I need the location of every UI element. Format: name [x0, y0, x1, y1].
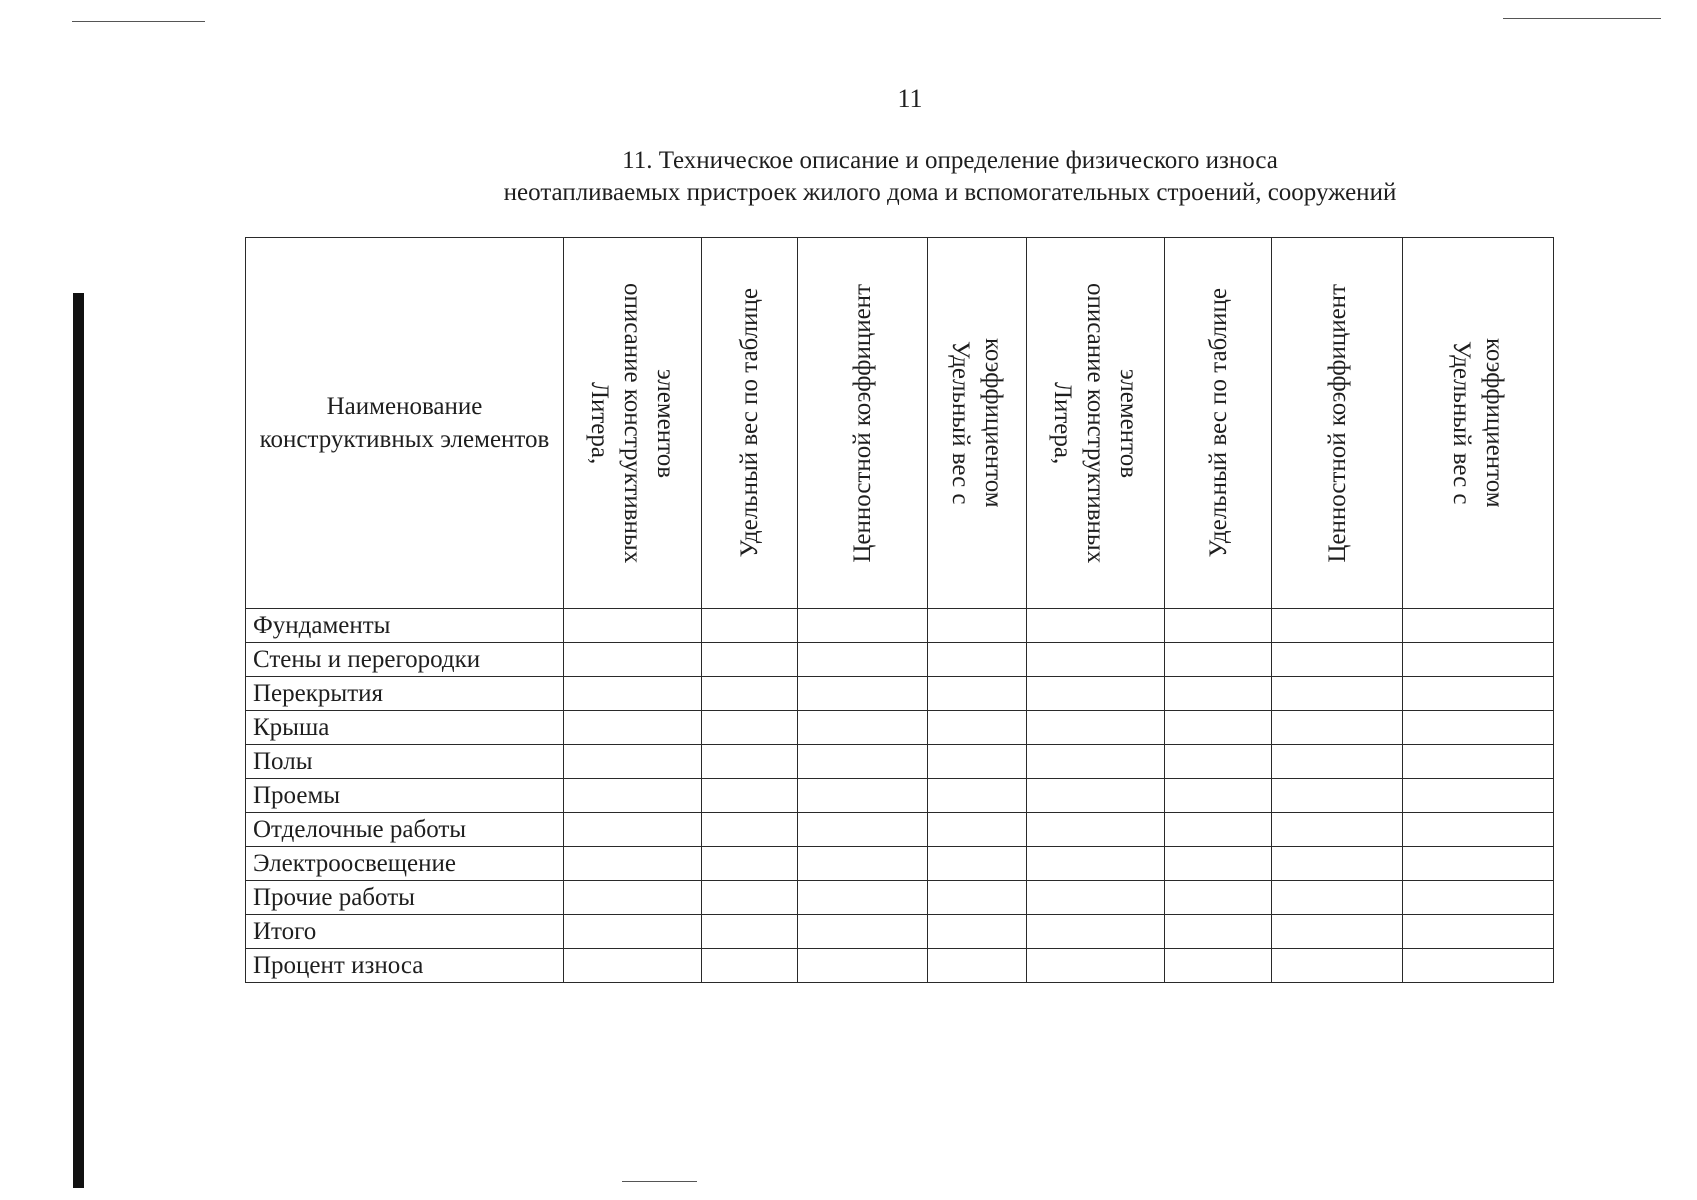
table-cell-empty	[928, 847, 1027, 881]
name-column-header: Наименование конструктивных элементов	[246, 238, 564, 609]
table-row	[246, 949, 1554, 983]
table-cell-empty	[702, 813, 798, 847]
table-cell-empty	[702, 949, 798, 983]
table-cell-empty	[1272, 609, 1403, 643]
table-cell-empty	[1403, 949, 1554, 983]
weight-table-header-2	[1165, 238, 1272, 609]
table-cell-empty	[928, 609, 1027, 643]
table-cell-empty	[798, 779, 928, 813]
row-label: Перекрытия	[246, 677, 564, 711]
table-cell-empty	[1272, 677, 1403, 711]
table-cell-empty	[564, 779, 702, 813]
table-cell-empty	[1165, 881, 1272, 915]
table-cell-empty	[798, 643, 928, 677]
table-cell-empty	[702, 745, 798, 779]
row-label: Итого	[246, 915, 564, 949]
table-cell-empty	[564, 915, 702, 949]
table-row	[246, 609, 1554, 643]
table-cell-empty	[702, 609, 798, 643]
table-cell-empty	[1403, 609, 1554, 643]
table-cell-empty	[1165, 779, 1272, 813]
row-label: Проемы	[246, 779, 564, 813]
weight-coef-header-2	[1403, 238, 1554, 609]
scan-edge-line-top-right	[1503, 18, 1661, 19]
table-cell-empty	[798, 609, 928, 643]
table-cell-empty	[564, 643, 702, 677]
table-cell-empty	[564, 677, 702, 711]
row-label: Крыша	[246, 711, 564, 745]
table-cell-empty	[1165, 949, 1272, 983]
table-cell-empty	[1165, 677, 1272, 711]
table-cell-empty	[1165, 847, 1272, 881]
row-label: Процент износа	[246, 949, 564, 983]
table-cell-empty	[1272, 813, 1403, 847]
table-row	[246, 847, 1554, 881]
litera-header-1-line-2: описание конструктивных	[619, 282, 646, 564]
table-cell-empty	[702, 881, 798, 915]
table-cell-empty	[1027, 643, 1165, 677]
table-cell-empty	[702, 643, 798, 677]
weight-table-header-2-text: Удельный вес по таблице	[1204, 288, 1232, 558]
table-cell-empty	[1165, 915, 1272, 949]
weight-coef-header-1-line-1: Удельный вес с	[947, 341, 974, 505]
value-coef-header-2	[1272, 238, 1403, 609]
table-cell-empty	[1027, 609, 1165, 643]
table-cell-empty	[564, 847, 702, 881]
table-cell-empty	[564, 813, 702, 847]
table-cell-empty	[1165, 643, 1272, 677]
table-cell-empty	[1027, 779, 1165, 813]
table-cell-empty	[798, 711, 928, 745]
table-cell-empty	[928, 949, 1027, 983]
litera-header-1-line-3: элементов	[652, 368, 679, 478]
page-number: 11	[897, 84, 923, 113]
weight-coef-header-1	[928, 238, 1027, 609]
table-cell-empty	[1027, 813, 1165, 847]
table-cell-empty	[928, 881, 1027, 915]
value-coef-header-1	[798, 238, 928, 609]
table-cell-empty	[928, 711, 1027, 745]
table-cell-empty	[1165, 745, 1272, 779]
litera-header-2-line-3: элементов	[1115, 368, 1142, 478]
table-cell-empty	[702, 677, 798, 711]
scan-edge-line-top-left	[72, 21, 205, 22]
litera-header-2-line-2: описание конструктивных	[1082, 282, 1109, 564]
litera-header-1-line-1: Литера,	[586, 381, 613, 465]
table-cell-empty	[1027, 881, 1165, 915]
heading-line-1: 11. Техническое описание и определение физического износа	[622, 147, 1278, 174]
weight-table-header-1-text: Удельный вес по таблице	[736, 288, 763, 558]
page-heading	[400, 145, 1500, 209]
table-cell-empty	[1272, 915, 1403, 949]
table-cell-empty	[1403, 711, 1554, 745]
table-cell-empty	[1272, 711, 1403, 745]
table-row	[246, 779, 1554, 813]
table-cell-empty	[1403, 813, 1554, 847]
table-cell-empty	[928, 813, 1027, 847]
row-label: Фундаменты	[246, 609, 564, 643]
litera-header-1	[564, 238, 702, 609]
weight-table-header-1	[702, 238, 798, 609]
table-cell-empty	[1165, 711, 1272, 745]
row-label: Стены и перегородки	[246, 643, 564, 677]
table-cell-empty	[928, 677, 1027, 711]
table-cell-empty	[798, 677, 928, 711]
table-cell-empty	[1272, 847, 1403, 881]
table-row	[246, 711, 1554, 745]
table-cell-empty	[1403, 677, 1554, 711]
header-row	[246, 238, 1554, 609]
weight-coef-header-2-line-1: Удельный вес с	[1448, 341, 1475, 505]
row-label: Прочие работы	[246, 881, 564, 915]
table-cell-empty	[702, 779, 798, 813]
table-cell-empty	[798, 813, 928, 847]
table-cell-empty	[564, 949, 702, 983]
table-cell-empty	[1027, 745, 1165, 779]
table-cell-empty	[1027, 711, 1165, 745]
table-cell-empty	[928, 915, 1027, 949]
table-cell-empty	[1272, 881, 1403, 915]
table-cell-empty	[1272, 779, 1403, 813]
table-cell-empty	[1403, 745, 1554, 779]
table-cell-empty	[798, 949, 928, 983]
table-cell-empty	[1403, 643, 1554, 677]
table-cell-empty	[928, 779, 1027, 813]
table-cell-empty	[1403, 847, 1554, 881]
table-cell-empty	[928, 745, 1027, 779]
row-label: Полы	[246, 745, 564, 779]
table-cell-empty	[1403, 779, 1554, 813]
table-cell-empty	[1272, 745, 1403, 779]
table-row	[246, 813, 1554, 847]
weight-coef-header-2-line-2: коэффициентом	[1481, 338, 1508, 508]
litera-header-2-line-1: Литера,	[1049, 381, 1076, 465]
table-cell-empty	[798, 881, 928, 915]
table-row	[246, 643, 1554, 677]
table-cell-empty	[1403, 881, 1554, 915]
table-cell-empty	[1027, 847, 1165, 881]
table-cell-empty	[1027, 677, 1165, 711]
table-body	[246, 609, 1554, 983]
table-row	[246, 745, 1554, 779]
table-row	[246, 677, 1554, 711]
value-coef-header-1-text: Ценностной коэффициент	[849, 283, 876, 563]
value-coef-header-2-text: Ценностной коэффициент	[1323, 283, 1351, 563]
table-cell-empty	[798, 745, 928, 779]
scan-edge-line-bottom	[622, 1181, 697, 1182]
table-cell-empty	[1165, 609, 1272, 643]
table-cell-empty	[564, 711, 702, 745]
depreciation-table	[245, 237, 1554, 983]
table-cell-empty	[1272, 643, 1403, 677]
litera-header-2	[1027, 238, 1165, 609]
row-label: Отделочные работы	[246, 813, 564, 847]
table-cell-empty	[702, 915, 798, 949]
table-cell-empty	[1165, 813, 1272, 847]
table-cell-empty	[702, 711, 798, 745]
table-cell-empty	[564, 609, 702, 643]
table-cell-empty	[564, 881, 702, 915]
table-cell-empty	[798, 847, 928, 881]
table-cell-empty	[1403, 915, 1554, 949]
weight-coef-header-1-line-2: коэффициентом	[980, 338, 1007, 508]
table-row	[246, 915, 1554, 949]
row-label: Электроосвещение	[246, 847, 564, 881]
table-cell-empty	[564, 745, 702, 779]
heading-line-2: неотапливаемых пристроек жилого дома и вспомогательных строений, сооружений	[503, 179, 1397, 206]
table-cell-empty	[1272, 949, 1403, 983]
table-cell-empty	[1027, 949, 1165, 983]
table-cell-empty	[798, 915, 928, 949]
table-cell-empty	[702, 847, 798, 881]
table-cell-empty	[1027, 915, 1165, 949]
scan-binding-edge	[73, 293, 84, 1188]
table-cell-empty	[928, 643, 1027, 677]
table-row	[246, 881, 1554, 915]
